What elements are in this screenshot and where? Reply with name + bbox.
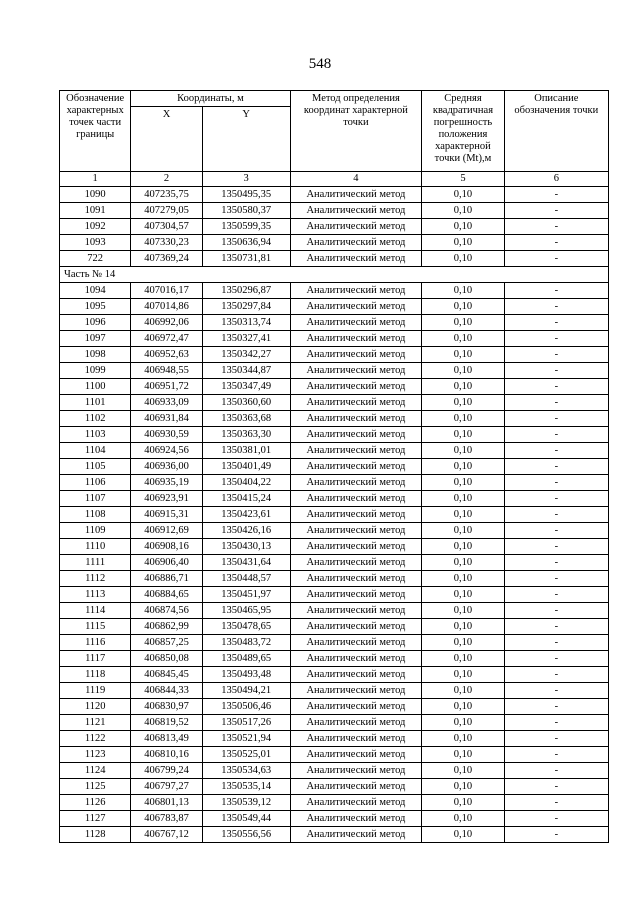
- x-coordinate-cell: 406845,45: [131, 667, 202, 683]
- column-number: 1: [60, 172, 131, 187]
- description-cell: -: [504, 331, 608, 347]
- point-id-cell: 1095: [60, 299, 131, 315]
- table-row: [60, 635, 609, 651]
- coordinates-table: [59, 90, 609, 843]
- x-coordinate-cell: 406850,08: [131, 651, 202, 667]
- y-coordinate-cell: 1350426,16: [202, 523, 290, 539]
- error-cell: 0,10: [422, 715, 504, 731]
- description-cell: -: [504, 603, 608, 619]
- description-cell: -: [504, 315, 608, 331]
- error-cell: 0,10: [422, 651, 504, 667]
- point-id-cell: 1098: [60, 347, 131, 363]
- method-cell: Аналитический метод: [290, 491, 422, 507]
- x-coordinate-cell: 406933,09: [131, 395, 202, 411]
- description-cell: -: [504, 651, 608, 667]
- y-coordinate-cell: 1350494,21: [202, 683, 290, 699]
- table-row: [60, 523, 609, 539]
- x-coordinate-cell: 406813,49: [131, 731, 202, 747]
- x-coordinate-cell: 406930,59: [131, 427, 202, 443]
- x-coordinate-cell: 406908,16: [131, 539, 202, 555]
- error-cell: 0,10: [422, 443, 504, 459]
- header-error: Средняя квадратичная погрешность положения характерной точки (Mt),м: [422, 91, 504, 172]
- table-row: [60, 315, 609, 331]
- description-cell: -: [504, 507, 608, 523]
- point-id-cell: 1125: [60, 779, 131, 795]
- section-label: Часть № 14: [60, 267, 609, 283]
- error-cell: 0,10: [422, 603, 504, 619]
- x-coordinate-cell: 407279,05: [131, 203, 202, 219]
- description-cell: -: [504, 427, 608, 443]
- y-coordinate-cell: 1350549,44: [202, 811, 290, 827]
- table-row: [60, 715, 609, 731]
- x-coordinate-cell: 406948,55: [131, 363, 202, 379]
- y-coordinate-cell: 1350534,63: [202, 763, 290, 779]
- method-cell: Аналитический метод: [290, 523, 422, 539]
- method-cell: Аналитический метод: [290, 779, 422, 795]
- method-cell: Аналитический метод: [290, 731, 422, 747]
- point-id-cell: 1115: [60, 619, 131, 635]
- method-cell: Аналитический метод: [290, 475, 422, 491]
- section-row: [60, 267, 609, 283]
- y-coordinate-cell: 1350415,24: [202, 491, 290, 507]
- point-id-cell: 1124: [60, 763, 131, 779]
- error-cell: 0,10: [422, 667, 504, 683]
- error-cell: 0,10: [422, 331, 504, 347]
- description-cell: -: [504, 699, 608, 715]
- y-coordinate-cell: 1350363,30: [202, 427, 290, 443]
- table-row: [60, 795, 609, 811]
- y-coordinate-cell: 1350636,94: [202, 235, 290, 251]
- x-coordinate-cell: 406972,47: [131, 331, 202, 347]
- table-row: [60, 427, 609, 443]
- point-id-cell: 1100: [60, 379, 131, 395]
- x-coordinate-cell: 406819,52: [131, 715, 202, 731]
- description-cell: -: [504, 459, 608, 475]
- method-cell: Аналитический метод: [290, 635, 422, 651]
- point-id-cell: 1104: [60, 443, 131, 459]
- x-coordinate-cell: 406931,84: [131, 411, 202, 427]
- header-y: Y: [202, 107, 290, 172]
- error-cell: 0,10: [422, 635, 504, 651]
- description-cell: -: [504, 635, 608, 651]
- description-cell: -: [504, 203, 608, 219]
- description-cell: -: [504, 667, 608, 683]
- header-method: Метод определения координат характерной точки: [290, 91, 422, 172]
- point-id-cell: 1127: [60, 811, 131, 827]
- column-number: 3: [202, 172, 290, 187]
- error-cell: 0,10: [422, 347, 504, 363]
- point-id-cell: 722: [60, 251, 131, 267]
- description-cell: -: [504, 795, 608, 811]
- point-id-cell: 1105: [60, 459, 131, 475]
- description-cell: -: [504, 587, 608, 603]
- y-coordinate-cell: 1350401,49: [202, 459, 290, 475]
- description-cell: -: [504, 411, 608, 427]
- point-id-cell: 1090: [60, 187, 131, 203]
- x-coordinate-cell: 407304,57: [131, 219, 202, 235]
- method-cell: Аналитический метод: [290, 619, 422, 635]
- column-number: 6: [504, 172, 608, 187]
- description-cell: -: [504, 683, 608, 699]
- x-coordinate-cell: 407014,86: [131, 299, 202, 315]
- table-row: [60, 219, 609, 235]
- table-row: [60, 235, 609, 251]
- x-coordinate-cell: 406992,06: [131, 315, 202, 331]
- table-row: [60, 187, 609, 203]
- table-row: [60, 811, 609, 827]
- point-id-cell: 1107: [60, 491, 131, 507]
- x-coordinate-cell: 406801,13: [131, 795, 202, 811]
- point-id-cell: 1091: [60, 203, 131, 219]
- error-cell: 0,10: [422, 795, 504, 811]
- description-cell: -: [504, 491, 608, 507]
- error-cell: 0,10: [422, 315, 504, 331]
- method-cell: Аналитический метод: [290, 555, 422, 571]
- error-cell: 0,10: [422, 811, 504, 827]
- x-coordinate-cell: 406862,99: [131, 619, 202, 635]
- table-row: [60, 667, 609, 683]
- y-coordinate-cell: 1350297,84: [202, 299, 290, 315]
- y-coordinate-cell: 1350580,37: [202, 203, 290, 219]
- point-id-cell: 1099: [60, 363, 131, 379]
- method-cell: Аналитический метод: [290, 219, 422, 235]
- error-cell: 0,10: [422, 683, 504, 699]
- point-id-cell: 1092: [60, 219, 131, 235]
- x-coordinate-cell: 406951,72: [131, 379, 202, 395]
- error-cell: 0,10: [422, 427, 504, 443]
- table-row: [60, 347, 609, 363]
- point-id-cell: 1121: [60, 715, 131, 731]
- error-cell: 0,10: [422, 459, 504, 475]
- y-coordinate-cell: 1350493,48: [202, 667, 290, 683]
- point-id-cell: 1093: [60, 235, 131, 251]
- method-cell: Аналитический метод: [290, 763, 422, 779]
- table-row: [60, 395, 609, 411]
- error-cell: 0,10: [422, 235, 504, 251]
- method-cell: Аналитический метод: [290, 587, 422, 603]
- x-coordinate-cell: 407369,24: [131, 251, 202, 267]
- method-cell: Аналитический метод: [290, 203, 422, 219]
- method-cell: Аналитический метод: [290, 235, 422, 251]
- y-coordinate-cell: 1350556,56: [202, 827, 290, 843]
- y-coordinate-cell: 1350423,61: [202, 507, 290, 523]
- x-coordinate-cell: 406935,19: [131, 475, 202, 491]
- x-coordinate-cell: 406783,87: [131, 811, 202, 827]
- description-cell: -: [504, 347, 608, 363]
- table-row: [60, 539, 609, 555]
- description-cell: -: [504, 747, 608, 763]
- method-cell: Аналитический метод: [290, 395, 422, 411]
- x-coordinate-cell: 406874,56: [131, 603, 202, 619]
- error-cell: 0,10: [422, 555, 504, 571]
- table-row: [60, 251, 609, 267]
- y-coordinate-cell: 1350465,95: [202, 603, 290, 619]
- point-id-cell: 1113: [60, 587, 131, 603]
- header-point-designation: Обозначение характерных точек части границы: [60, 91, 131, 172]
- point-id-cell: 1126: [60, 795, 131, 811]
- error-cell: 0,10: [422, 699, 504, 715]
- method-cell: Аналитический метод: [290, 667, 422, 683]
- description-cell: -: [504, 395, 608, 411]
- point-id-cell: 1116: [60, 635, 131, 651]
- table-row: [60, 331, 609, 347]
- point-id-cell: 1102: [60, 411, 131, 427]
- method-cell: Аналитический метод: [290, 411, 422, 427]
- x-coordinate-cell: 407235,75: [131, 187, 202, 203]
- x-coordinate-cell: 406844,33: [131, 683, 202, 699]
- method-cell: Аналитический метод: [290, 683, 422, 699]
- description-cell: -: [504, 251, 608, 267]
- point-id-cell: 1097: [60, 331, 131, 347]
- description-cell: -: [504, 731, 608, 747]
- y-coordinate-cell: 1350599,35: [202, 219, 290, 235]
- error-cell: 0,10: [422, 203, 504, 219]
- description-cell: -: [504, 827, 608, 843]
- x-coordinate-cell: 406810,16: [131, 747, 202, 763]
- point-id-cell: 1110: [60, 539, 131, 555]
- table-row: [60, 363, 609, 379]
- error-cell: 0,10: [422, 523, 504, 539]
- column-number: 2: [131, 172, 202, 187]
- y-coordinate-cell: 1350478,65: [202, 619, 290, 635]
- description-cell: -: [504, 779, 608, 795]
- error-cell: 0,10: [422, 219, 504, 235]
- point-id-cell: 1128: [60, 827, 131, 843]
- header-x: X: [131, 107, 202, 172]
- y-coordinate-cell: 1350451,97: [202, 587, 290, 603]
- x-coordinate-cell: 406797,27: [131, 779, 202, 795]
- y-coordinate-cell: 1350731,81: [202, 251, 290, 267]
- table-row: [60, 475, 609, 491]
- table-row: [60, 443, 609, 459]
- y-coordinate-cell: 1350535,14: [202, 779, 290, 795]
- error-cell: 0,10: [422, 395, 504, 411]
- method-cell: Аналитический метод: [290, 539, 422, 555]
- error-cell: 0,10: [422, 827, 504, 843]
- x-coordinate-cell: 406923,91: [131, 491, 202, 507]
- table-row: [60, 571, 609, 587]
- point-id-cell: 1103: [60, 427, 131, 443]
- column-numbers-row: [60, 172, 609, 187]
- y-coordinate-cell: 1350539,12: [202, 795, 290, 811]
- method-cell: Аналитический метод: [290, 187, 422, 203]
- method-cell: Аналитический метод: [290, 443, 422, 459]
- table-row: [60, 747, 609, 763]
- method-cell: Аналитический метод: [290, 283, 422, 299]
- x-coordinate-cell: 406884,65: [131, 587, 202, 603]
- column-number: 4: [290, 172, 422, 187]
- error-cell: 0,10: [422, 379, 504, 395]
- description-cell: -: [504, 235, 608, 251]
- method-cell: Аналитический метод: [290, 379, 422, 395]
- error-cell: 0,10: [422, 507, 504, 523]
- point-id-cell: 1101: [60, 395, 131, 411]
- error-cell: 0,10: [422, 363, 504, 379]
- x-coordinate-cell: 406830,97: [131, 699, 202, 715]
- method-cell: Аналитический метод: [290, 651, 422, 667]
- error-cell: 0,10: [422, 187, 504, 203]
- page-number: 548: [308, 56, 332, 72]
- error-cell: 0,10: [422, 779, 504, 795]
- error-cell: 0,10: [422, 475, 504, 491]
- description-cell: -: [504, 187, 608, 203]
- description-cell: -: [504, 539, 608, 555]
- y-coordinate-cell: 1350313,74: [202, 315, 290, 331]
- point-id-cell: 1119: [60, 683, 131, 699]
- y-coordinate-cell: 1350506,46: [202, 699, 290, 715]
- table-row: [60, 683, 609, 699]
- x-coordinate-cell: 406886,71: [131, 571, 202, 587]
- table-row: [60, 411, 609, 427]
- error-cell: 0,10: [422, 539, 504, 555]
- y-coordinate-cell: 1350495,35: [202, 187, 290, 203]
- point-id-cell: 1109: [60, 523, 131, 539]
- method-cell: Аналитический метод: [290, 347, 422, 363]
- method-cell: Аналитический метод: [290, 699, 422, 715]
- error-cell: 0,10: [422, 411, 504, 427]
- table-row: [60, 203, 609, 219]
- description-cell: -: [504, 571, 608, 587]
- table-row: [60, 507, 609, 523]
- y-coordinate-cell: 1350404,22: [202, 475, 290, 491]
- point-id-cell: 1111: [60, 555, 131, 571]
- table-row: [60, 827, 609, 843]
- point-id-cell: 1112: [60, 571, 131, 587]
- error-cell: 0,10: [422, 299, 504, 315]
- description-cell: -: [504, 475, 608, 491]
- error-cell: 0,10: [422, 251, 504, 267]
- method-cell: Аналитический метод: [290, 571, 422, 587]
- y-coordinate-cell: 1350327,41: [202, 331, 290, 347]
- table-row: [60, 779, 609, 795]
- table-row: [60, 379, 609, 395]
- description-cell: -: [504, 523, 608, 539]
- description-cell: -: [504, 283, 608, 299]
- description-cell: -: [504, 299, 608, 315]
- table-row: [60, 587, 609, 603]
- description-cell: -: [504, 619, 608, 635]
- y-coordinate-cell: 1350521,94: [202, 731, 290, 747]
- y-coordinate-cell: 1350344,87: [202, 363, 290, 379]
- method-cell: Аналитический метод: [290, 427, 422, 443]
- method-cell: Аналитический метод: [290, 299, 422, 315]
- y-coordinate-cell: 1350363,68: [202, 411, 290, 427]
- y-coordinate-cell: 1350430,13: [202, 539, 290, 555]
- point-id-cell: 1118: [60, 667, 131, 683]
- point-id-cell: 1114: [60, 603, 131, 619]
- x-coordinate-cell: 406857,25: [131, 635, 202, 651]
- x-coordinate-cell: 406912,69: [131, 523, 202, 539]
- description-cell: -: [504, 219, 608, 235]
- point-id-cell: 1108: [60, 507, 131, 523]
- method-cell: Аналитический метод: [290, 715, 422, 731]
- table-row: [60, 283, 609, 299]
- point-id-cell: 1122: [60, 731, 131, 747]
- y-coordinate-cell: 1350342,27: [202, 347, 290, 363]
- y-coordinate-cell: 1350296,87: [202, 283, 290, 299]
- y-coordinate-cell: 1350381,01: [202, 443, 290, 459]
- x-coordinate-cell: 406952,63: [131, 347, 202, 363]
- header-coordinates: Координаты, м: [131, 91, 290, 107]
- method-cell: Аналитический метод: [290, 363, 422, 379]
- method-cell: Аналитический метод: [290, 795, 422, 811]
- error-cell: 0,10: [422, 619, 504, 635]
- x-coordinate-cell: 407016,17: [131, 283, 202, 299]
- x-coordinate-cell: 406906,40: [131, 555, 202, 571]
- table-row: [60, 555, 609, 571]
- method-cell: Аналитический метод: [290, 603, 422, 619]
- y-coordinate-cell: 1350431,64: [202, 555, 290, 571]
- y-coordinate-cell: 1350525,01: [202, 747, 290, 763]
- table-row: [60, 459, 609, 475]
- y-coordinate-cell: 1350517,26: [202, 715, 290, 731]
- method-cell: Аналитический метод: [290, 747, 422, 763]
- description-cell: -: [504, 763, 608, 779]
- method-cell: Аналитический метод: [290, 811, 422, 827]
- table-row: [60, 699, 609, 715]
- x-coordinate-cell: 406767,12: [131, 827, 202, 843]
- description-cell: -: [504, 555, 608, 571]
- error-cell: 0,10: [422, 283, 504, 299]
- table-row: [60, 299, 609, 315]
- error-cell: 0,10: [422, 571, 504, 587]
- method-cell: Аналитический метод: [290, 827, 422, 843]
- error-cell: 0,10: [422, 763, 504, 779]
- method-cell: Аналитический метод: [290, 315, 422, 331]
- x-coordinate-cell: 406915,31: [131, 507, 202, 523]
- table-row: [60, 651, 609, 667]
- x-coordinate-cell: 406924,56: [131, 443, 202, 459]
- method-cell: Аналитический метод: [290, 459, 422, 475]
- y-coordinate-cell: 1350489,65: [202, 651, 290, 667]
- method-cell: Аналитический метод: [290, 331, 422, 347]
- error-cell: 0,10: [422, 731, 504, 747]
- method-cell: Аналитический метод: [290, 251, 422, 267]
- x-coordinate-cell: 407330,23: [131, 235, 202, 251]
- table-row: [60, 619, 609, 635]
- x-coordinate-cell: 406799,24: [131, 763, 202, 779]
- point-id-cell: 1096: [60, 315, 131, 331]
- description-cell: -: [504, 811, 608, 827]
- y-coordinate-cell: 1350360,60: [202, 395, 290, 411]
- y-coordinate-cell: 1350448,57: [202, 571, 290, 587]
- table-row: [60, 491, 609, 507]
- description-cell: -: [504, 715, 608, 731]
- point-id-cell: 1120: [60, 699, 131, 715]
- description-cell: -: [504, 363, 608, 379]
- point-id-cell: 1117: [60, 651, 131, 667]
- table-row: [60, 731, 609, 747]
- x-coordinate-cell: 406936,00: [131, 459, 202, 475]
- error-cell: 0,10: [422, 747, 504, 763]
- header-row: [60, 91, 609, 107]
- description-cell: -: [504, 379, 608, 395]
- y-coordinate-cell: 1350483,72: [202, 635, 290, 651]
- header-description: Описание обозначения точки: [504, 91, 608, 172]
- point-id-cell: 1094: [60, 283, 131, 299]
- point-id-cell: 1123: [60, 747, 131, 763]
- description-cell: -: [504, 443, 608, 459]
- column-number: 5: [422, 172, 504, 187]
- error-cell: 0,10: [422, 491, 504, 507]
- method-cell: Аналитический метод: [290, 507, 422, 523]
- table-row: [60, 603, 609, 619]
- y-coordinate-cell: 1350347,49: [202, 379, 290, 395]
- table-row: [60, 763, 609, 779]
- point-id-cell: 1106: [60, 475, 131, 491]
- error-cell: 0,10: [422, 587, 504, 603]
